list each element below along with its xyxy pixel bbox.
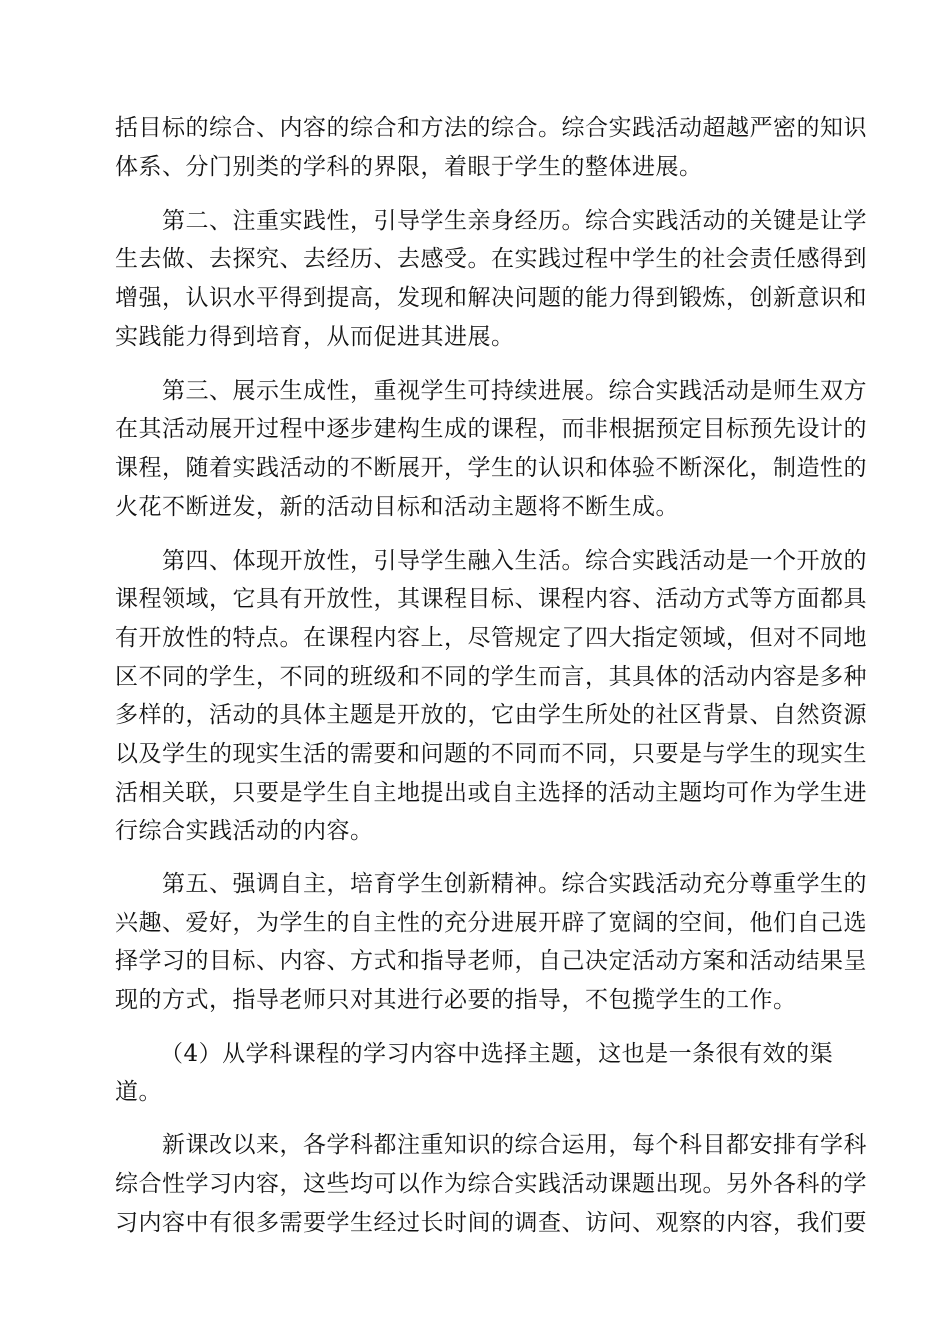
text-line: 道。	[115, 1079, 162, 1105]
paragraph-start-line: 第三、展示生成性，重视学生可持续进展。综合实践活动是师生双方	[162, 378, 867, 404]
paragraph-start-line: 第四、体现开放性，引导学生融入生活。综合实践活动是一个开放的	[162, 548, 867, 574]
text-line: 课程领域，它具有开放性，其课程目标、课程内容、活动方式等方面都具	[115, 586, 867, 612]
paragraph-start-line: 新课改以来，各学科都注重知识的综合运用，每个科目都安排有学科	[162, 1132, 867, 1158]
text-line: 现的方式，指导老师只对其进行必要的指导，不包揽学生的工作。	[115, 987, 797, 1013]
text-line: 课程，随着实践活动的不断展开，学生的认识和体验不断深化，制造性的	[115, 455, 867, 481]
text-line: 活相关联，只要是学生自主地提出或自主选择的活动主题均可作为学生进	[115, 780, 867, 806]
text-line: 综合性学习内容，这些均可以作为综合实践活动课题出现。另外各科的学	[115, 1171, 867, 1197]
text-line: 以及学生的现实生活的需要和问题的不同而不同，只要是与学生的现实生	[115, 741, 867, 767]
text-line: 习内容中有很多需要学生经过长时间的调查、访问、观察的内容，我们要	[115, 1210, 867, 1236]
paragraph-start-line: 第二、注重实践性，引导学生亲身经历。综合实践活动的关键是让学	[162, 208, 867, 234]
text-line: 择学习的目标、内容、方式和指导老师，自己决定活动方案和活动结果呈	[115, 948, 867, 974]
paragraph-start-line: （4）从学科课程的学习内容中选择主题，这也是一条很有效的渠	[160, 1041, 834, 1067]
text-line: 有开放性的特点。在课程内容上，尽管规定了四大指定领域，但对不同地	[115, 625, 867, 651]
text-line: 增强，认识水平得到提高，发现和解决问题的能力得到锻炼，创新意识和	[115, 285, 867, 311]
text-line: 区不同的学生，不同的班级和不同的学生而言，其具体的活动内容是多种	[115, 664, 867, 690]
text-line: 兴趣、爱好，为学生的自主性的充分进展开辟了宽阔的空间，他们自己选	[115, 910, 867, 936]
text-line: 多样的，活动的具体主题是开放的，它由学生所处的社区背景、自然资源	[115, 702, 867, 728]
text-line: 在其活动展开过程中逐步建构生成的课程，而非根据预定目标预先设计的	[115, 416, 867, 442]
text-line: 实践能力得到培育，从而促进其进展。	[115, 324, 515, 350]
paragraph-start-line: 第五、强调自主，培育学生创新精神。综合实践活动充分尊重学生的	[162, 871, 867, 897]
text-line: 行综合实践活动的内容。	[115, 818, 374, 844]
text-line: 体系、分门别类的学科的界限，着眼于学生的整体进展。	[115, 154, 703, 180]
text-line: 生去做、去探究、去经历、去感受。在实践过程中学生的社会责任感得到	[115, 246, 867, 272]
text-line: 火花不断迸发，新的活动目标和活动主题将不断生成。	[115, 494, 679, 520]
text-line: 括目标的综合、内容的综合和方法的综合。综合实践活动超越严密的知识	[115, 115, 867, 141]
